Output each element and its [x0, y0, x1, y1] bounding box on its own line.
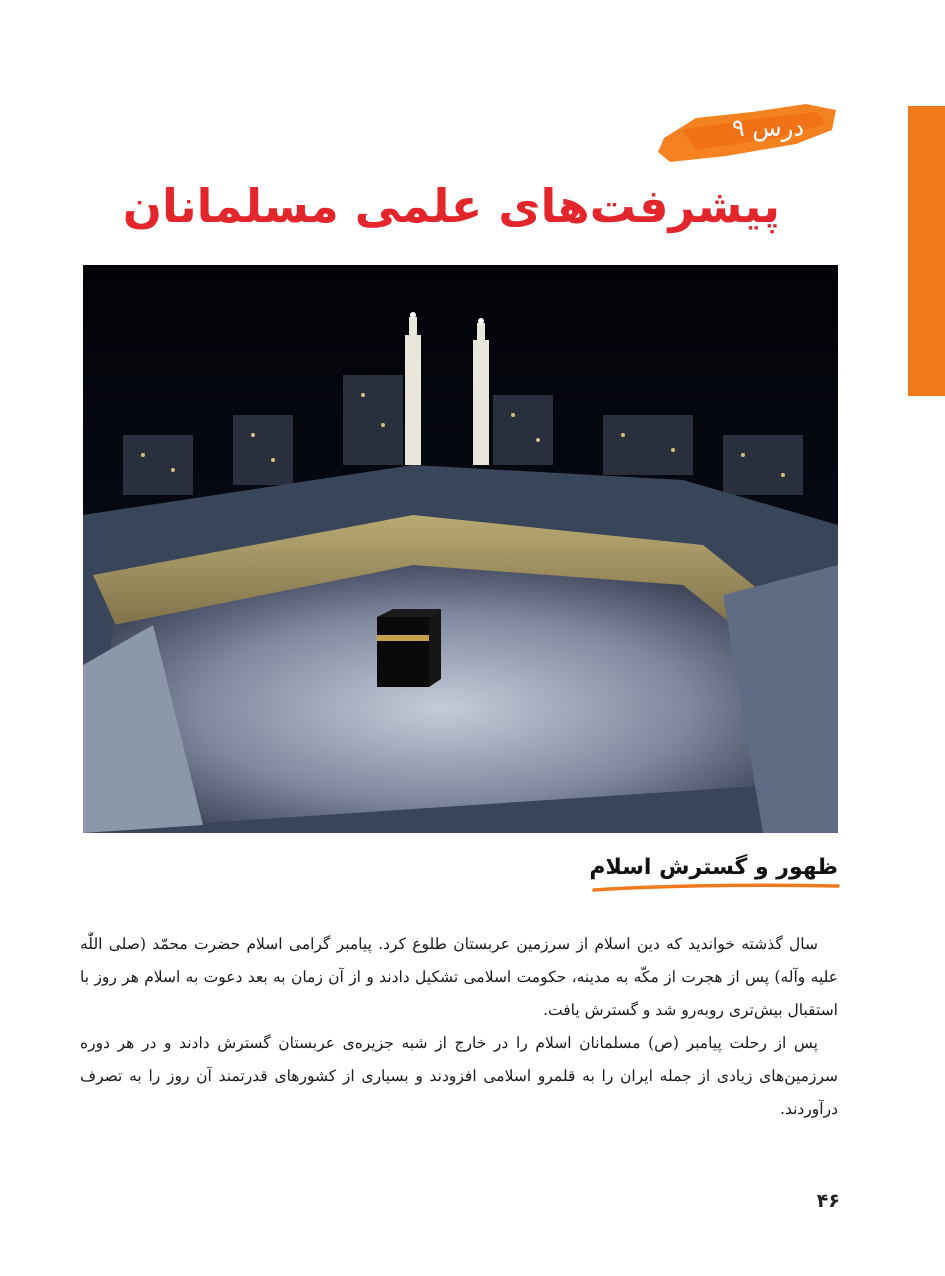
- page-title: پیشرفت‌های علمی مسلمانان: [122, 179, 780, 233]
- lesson-badge: [656, 100, 840, 164]
- page-number: ۴۶: [816, 1190, 840, 1212]
- paragraph: پس از رحلت پیامبر (ص) مسلمانان اسلام را در خارج از شبه جزیره‌ی عربستان گسترش دادند و در هر دوره سرزمین‌های زیادی از جمله ایران را به قلمرو اسلامی افزودند و بسیاری از کشورهای قدرتمند آن روز را به تصرف درآوردند.: [80, 1034, 838, 1118]
- paragraph: سال گذشته خواندید که دین اسلام از سرزمین عربستان طلوع کرد. پیامبر گرامی اسلام حضرت محمّد (صلی اللّٰه علیه وآله) پس از هجرت از مکّه به مدینه، حکومت اسلامی تشکیل دادند و از آن زمان به بعد دعوت به اسلام هر روز با استقبال بیش‌تری روبه‌رو شد و گسترش یافت.: [80, 935, 838, 1019]
- kaaba-photo: [83, 265, 838, 833]
- lesson-label: درس ۹: [731, 114, 804, 142]
- heading-underline: [592, 880, 840, 896]
- body-text: [80, 928, 838, 1126]
- chapter-side-tab: [908, 106, 945, 396]
- section-heading: ظهور و گسترش اسلام: [589, 855, 838, 880]
